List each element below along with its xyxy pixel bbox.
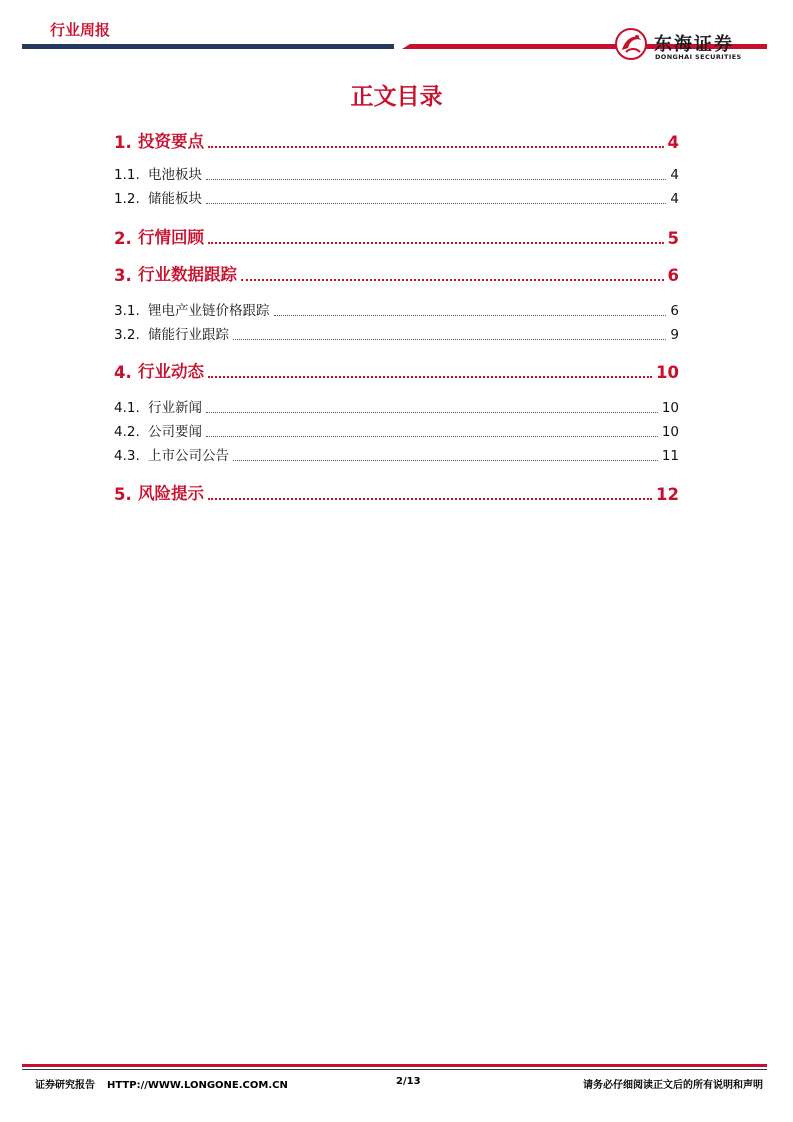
toc-entry-page: 4 [667, 133, 679, 152]
toc-entry-number: 3. [114, 266, 132, 285]
logo-text-en: DONGHAI SECURITIES [655, 53, 742, 61]
toc-leader-dots [274, 314, 667, 316]
toc-entry-number: 4. [114, 363, 132, 382]
footer-page-number: 2/13 [396, 1076, 421, 1087]
toc-entry[interactable] [114, 396, 679, 416]
toc-entry-number: 1. [114, 133, 132, 152]
toc-entry-page: 12 [656, 485, 679, 504]
toc-leader-dots [241, 278, 664, 281]
toc-leader-dots [208, 145, 664, 148]
toc-leader-dots [206, 178, 666, 180]
toc-entry-page: 4 [670, 167, 679, 183]
toc-entry[interactable] [114, 224, 679, 248]
toc-leader-dots [206, 435, 658, 437]
toc-entry-number: 1.2. [114, 191, 140, 207]
toc-entry-page: 6 [670, 303, 679, 319]
toc-entry-number: 4.1. [114, 400, 140, 416]
toc-entry[interactable] [114, 299, 679, 319]
phoenix-logo-icon [612, 26, 650, 62]
footer-line [22, 1069, 767, 1070]
toc-entry-number: 3.2. [114, 327, 140, 343]
toc-leader-dots [233, 459, 658, 461]
toc-entry-label: 投资要点 [138, 132, 204, 151]
toc-entry-number: 2. [114, 229, 132, 248]
toc-leader-dots [208, 497, 652, 500]
toc-entry-label: 电池板块 [148, 167, 202, 183]
toc-entry-label: 行业新闻 [148, 400, 202, 416]
toc-entry-page: 10 [661, 424, 679, 440]
toc-entry-label: 储能行业跟踪 [148, 327, 229, 343]
toc-entry-label: 锂电产业链价格跟踪 [148, 303, 270, 319]
toc-entry[interactable] [114, 261, 679, 285]
toc-entry-label: 上市公司公告 [148, 448, 229, 464]
toc-entry-page: 9 [670, 327, 679, 343]
toc-entry-number: 1.1. [114, 167, 140, 183]
toc-entry[interactable] [114, 358, 679, 382]
toc-entry-label: 公司要闻 [148, 424, 202, 440]
toc-entry[interactable] [114, 163, 679, 183]
toc-entry-page: 10 [656, 363, 679, 382]
toc-entry[interactable] [114, 323, 679, 343]
toc-entry[interactable] [114, 128, 679, 152]
toc-entry-number: 4.3. [114, 448, 140, 464]
toc-entry[interactable] [114, 187, 679, 207]
toc-entry-label: 行业数据跟踪 [138, 265, 237, 284]
toc-entry[interactable] [114, 480, 679, 504]
footer-left [35, 1076, 288, 1091]
toc-entry-number: 3.1. [114, 303, 140, 319]
header-bar-blue [22, 44, 394, 49]
footer-report-type: 证券研究报告 [35, 1080, 95, 1091]
toc-entry-number: 5. [114, 485, 132, 504]
toc-entry-page: 4 [670, 191, 679, 207]
logo-text-cn: 东海证券 [654, 34, 734, 55]
toc-leader-dots [208, 375, 652, 378]
toc-entry-label: 行业动态 [138, 362, 204, 381]
footer-disclaimer: 请务必仔细阅读正文后的所有说明和声明 [583, 1080, 763, 1091]
toc-leader-dots [206, 411, 658, 413]
toc-entry-label: 行情回顾 [138, 228, 204, 247]
footer-bar [22, 1064, 767, 1067]
toc-entry[interactable] [114, 444, 679, 464]
toc-entry-page: 11 [661, 448, 679, 464]
header-tag: 行业周报 [50, 21, 111, 39]
company-logo [612, 26, 772, 62]
toc-leader-dots [233, 338, 666, 340]
toc-entry-label: 风险提示 [138, 484, 204, 503]
toc-entry-page: 10 [661, 400, 679, 416]
toc-entry-page: 6 [667, 266, 679, 285]
toc-entry-label: 储能板块 [148, 191, 202, 207]
toc-title: 正文目录 [350, 84, 443, 110]
toc-entry-page: 5 [667, 229, 679, 248]
toc-leader-dots [206, 202, 666, 204]
toc-leader-dots [208, 241, 664, 244]
toc-entry-number: 4.2. [114, 424, 140, 440]
toc-entry[interactable] [114, 420, 679, 440]
footer-url-link[interactable]: HTTP://WWW.LONGONE.COM.CN [107, 1080, 288, 1091]
